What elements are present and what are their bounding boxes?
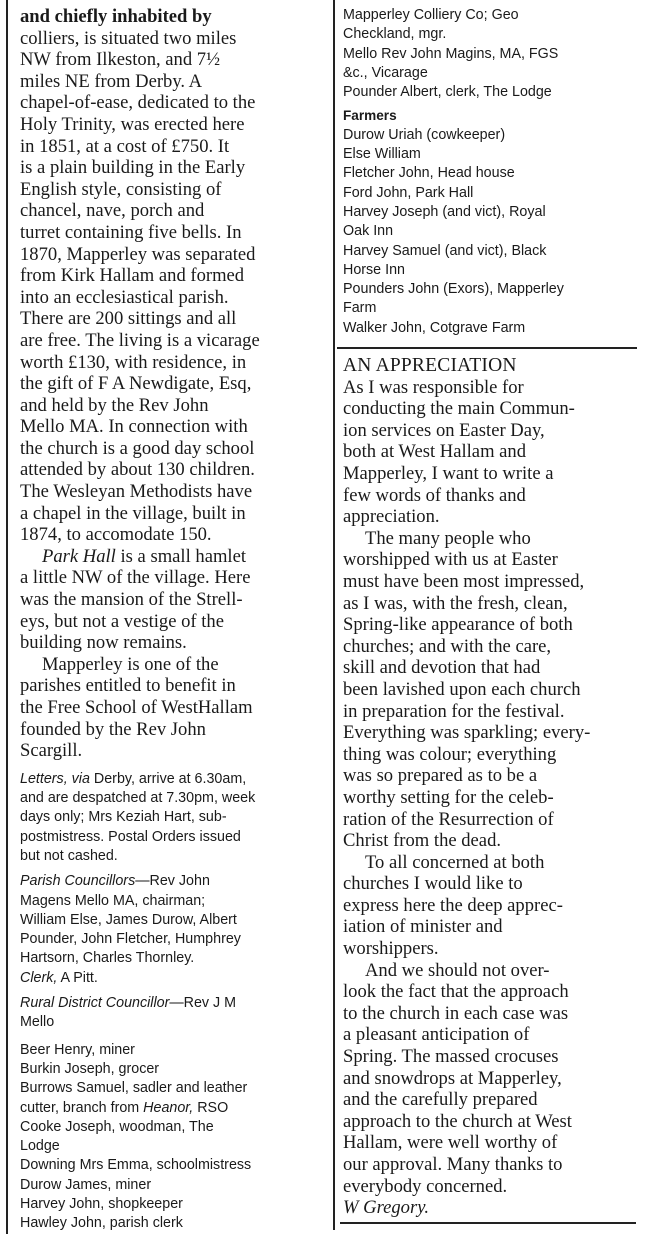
- councillors-line: Pounder, John Fletcher, Humphrey: [20, 931, 241, 948]
- history-line: 1870, Mapperley was separated: [20, 243, 256, 265]
- history-line: in 1851, at a cost of £750. It: [20, 135, 230, 157]
- appreciation-line: Everything was sparkling; every-: [343, 722, 591, 744]
- letters-rest: Derby, arrive at 6.30am,: [89, 770, 247, 787]
- appreciation-line: was so prepared as to be a: [343, 765, 538, 787]
- appreciation-line: churches; and with the care,: [343, 635, 552, 657]
- appreciation-line: worshipped with us at Easter: [343, 549, 558, 571]
- appreciation-heading: AN APPRECIATION: [343, 355, 517, 377]
- farmer-entry: Harvey Joseph (and vict), Royal: [343, 203, 546, 220]
- appreciation-line: worshippers.: [343, 938, 439, 960]
- clerk-line: [20, 969, 328, 988]
- councillors-rest: —Rev John: [135, 873, 210, 890]
- farmer-entry: Else William: [343, 146, 421, 163]
- appreciation-article: [343, 355, 643, 1219]
- appreciation-line: everybody concerned.: [343, 1175, 508, 1197]
- appreciation-line: thing was colour; everything: [343, 743, 557, 765]
- rural-line: Mello: [20, 1014, 55, 1031]
- letters-line: and are despatched at 7.30pm, week: [20, 790, 256, 807]
- farmer-entry: Harvey Samuel (and vict), Black: [343, 242, 547, 259]
- farmer-entry: Oak Inn: [343, 223, 394, 240]
- village-history: [20, 6, 328, 762]
- history-line: turret containing five bells. In: [20, 221, 242, 243]
- appreciation-line: The many people who: [365, 527, 531, 549]
- directory-top: [343, 6, 643, 102]
- appreciation-line: must have been most impressed,: [343, 570, 585, 592]
- appreciation-line: conducting the main Commun-: [343, 398, 575, 420]
- appreciation-line: Spring. The massed crocuses: [343, 1046, 559, 1068]
- farmer-entry: Ford John, Park Hall: [343, 184, 474, 201]
- farmer-entry: Walker John, Cotgrave Farm: [343, 319, 526, 336]
- appreciation-line: and snowdrops at Mapperley,: [343, 1067, 562, 1089]
- appreciation-line: approach to the church at West: [343, 1110, 572, 1132]
- farmer-entry: Durow Uriah (cowkeeper): [343, 126, 506, 143]
- burrows-heanor: Heanor,: [143, 1099, 194, 1116]
- directory-entry: Checkland, mgr.: [343, 26, 447, 43]
- history-line: miles NE from Derby. A: [20, 70, 203, 92]
- directory-entry: &c., Vicarage: [343, 64, 428, 81]
- history-line: colliers, is situated two miles: [20, 27, 237, 49]
- councillors-label: Parish Councillors: [20, 873, 136, 890]
- letters-line: [20, 770, 328, 789]
- appreciation-line: our approval. Many thanks to: [343, 1154, 563, 1176]
- appreciation-line: express here the deep apprec-: [343, 894, 563, 916]
- appreciation-line: ration of the Resurrection of: [343, 808, 554, 830]
- councillors-line: William Else, James Durow, Albert: [20, 911, 237, 928]
- appreciation-line: As I was responsible for: [343, 376, 524, 398]
- rural-rest: —Rev J M: [169, 995, 237, 1012]
- farmer-entry: Horse Inn: [343, 261, 405, 278]
- directory-entry: Pounder Albert, clerk, The Lodge: [343, 84, 552, 101]
- letters-line: postmistress. Postal Orders issued: [20, 828, 241, 845]
- farmers-heading: Farmers: [343, 108, 397, 124]
- history-line: The Wesleyan Methodists have: [20, 481, 253, 503]
- appreciation-line: been lavished upon each church: [343, 678, 581, 700]
- park-hall-line: was the mansion of the Strell-: [20, 589, 243, 611]
- rural-label: Rural District Councillor: [20, 995, 170, 1012]
- letters-line: days only; Mrs Keziah Hart, sub-: [20, 809, 227, 826]
- resident-entry: Hawley John, parish clerk: [20, 1215, 183, 1232]
- park-hall-line: a little NW of the village. Here: [20, 567, 251, 589]
- park-hall-line: [20, 546, 328, 568]
- park-hall-line: building now remains.: [20, 632, 187, 654]
- history-line: into an ecclesiastical parish.: [20, 286, 229, 308]
- resident-entry: Burkin Joseph, grocer: [20, 1060, 160, 1077]
- appreciation-line: a pleasant anticipation of: [343, 1024, 530, 1046]
- history-line: Holy Trinity, was erected here: [20, 113, 245, 135]
- appreciation-line: Christ from the dead.: [343, 830, 502, 852]
- councillors-line: [20, 872, 328, 891]
- farmers-section: [343, 106, 643, 338]
- appreciation-line: worthy setting for the celeb-: [343, 786, 554, 808]
- left-margin-rule: [6, 0, 8, 1234]
- resident-entry: Burrows Samuel, sadler and leather: [20, 1080, 248, 1097]
- history-line: Mello MA. In connection with: [20, 416, 248, 438]
- school-line: the Free School of WestHallam: [20, 697, 253, 718]
- appreciation-line: churches I would like to: [343, 873, 523, 895]
- appreciation-line: as I was, with the fresh, clean,: [343, 592, 568, 614]
- burrows-c: RSO: [193, 1099, 229, 1116]
- history-line: chancel, nave, porch and: [20, 200, 205, 222]
- resident-entry: Lodge: [20, 1138, 60, 1155]
- history-line: from Kirk Hallam and formed: [20, 265, 245, 287]
- appreciation-line: look the fact that the approach: [343, 981, 569, 1003]
- appreciation-line: Mapperley, I want to write a: [343, 463, 554, 485]
- appreciation-line: Spring-like appearance of both: [343, 614, 573, 636]
- history-line: and held by the Rev John: [20, 394, 209, 416]
- directory-entry: Mapperley Colliery Co; Geo: [343, 7, 519, 23]
- signature: W Gregory.: [343, 1197, 430, 1219]
- section-divider: [337, 347, 637, 349]
- appreciation-line: And we should not over-: [365, 959, 550, 981]
- resident-entry: Cooke Joseph, woodman, The: [20, 1118, 214, 1135]
- appreciation-line: ion services on Easter Day,: [343, 419, 545, 441]
- clerk-label: Clerk,: [20, 969, 58, 986]
- appreciation-line: To all concerned at both: [365, 851, 545, 873]
- resident-entry: Downing Mrs Emma, schoolmistress: [20, 1157, 252, 1174]
- farmer-entry: Farm: [343, 300, 377, 317]
- resident-entry: Beer Henry, miner: [20, 1041, 135, 1058]
- history-line: chapel-of-ease, dedicated to the: [20, 92, 256, 114]
- appreciation-line: to the church in each case was: [343, 1002, 569, 1024]
- appreciation-line: Hallam, were well worthy of: [343, 1132, 558, 1154]
- letters-section: [20, 770, 328, 866]
- left-column: [20, 6, 328, 1234]
- school-line: founded by the Rev John: [20, 718, 206, 740]
- rural-councillor-section: [20, 994, 328, 1033]
- history-line: attended by about 130 children.: [20, 459, 255, 481]
- letters-via: via: [67, 770, 90, 787]
- history-line: the church is a good day school: [20, 437, 255, 459]
- letters-line: but not cashed.: [20, 847, 118, 864]
- history-line: There are 200 sittings and all: [20, 308, 237, 330]
- right-column: [343, 6, 643, 1219]
- appreciation-line: and the carefully prepared: [343, 1089, 538, 1111]
- school-line: parishes entitled to benefit in: [20, 675, 236, 697]
- farmer-entry: Pounders John (Exors), Mapperley: [343, 281, 564, 298]
- history-line: NW from Ilkeston, and 7½: [20, 49, 221, 71]
- school-line: Scargill.: [20, 740, 83, 762]
- column-divider-rule: [333, 0, 335, 1230]
- history-line: are free. The living is a vicarage: [20, 329, 260, 351]
- appreciation-line: appreciation.: [343, 506, 440, 528]
- councillors-line: Magens Mello MA, chairman;: [20, 892, 206, 909]
- directory-entry: Mello Rev John Magins, MA, FGS: [343, 45, 559, 62]
- councillors-line: Hartsorn, Charles Thornley.: [20, 950, 195, 967]
- park-hall-line: eys, but not a vestige of the: [20, 610, 224, 632]
- residents-list: [20, 1041, 328, 1234]
- resident-entry: [20, 1099, 328, 1118]
- farmer-entry: Fletcher John, Head house: [343, 165, 515, 182]
- clerk-name: A Pitt.: [57, 969, 98, 986]
- park-hall-rest: is a small hamlet: [115, 545, 246, 567]
- history-line: a chapel in the village, built in: [20, 502, 246, 524]
- school-line: Mapperley is one of the: [42, 653, 219, 675]
- history-line: is a plain building in the Early: [20, 157, 246, 179]
- history-line: worth £130, with residence, in: [20, 351, 247, 373]
- appreciation-line: both at West Hallam and: [343, 441, 527, 463]
- history-line: and chiefly inhabited by: [20, 6, 212, 27]
- resident-entry: Harvey John, shopkeeper: [20, 1196, 183, 1213]
- history-line: 1874, to accomodate 150.: [20, 524, 212, 546]
- appreciation-line: iation of minister and: [343, 916, 503, 938]
- appreciation-line: few words of thanks and: [343, 484, 526, 506]
- history-line: English style, consisting of: [20, 178, 222, 200]
- rural-line: [20, 994, 328, 1013]
- burrows-a: cutter, branch from: [20, 1099, 144, 1116]
- park-hall-name: Park Hall: [42, 545, 116, 567]
- bottom-rule: [340, 1222, 636, 1224]
- resident-entry: Durow James, miner: [20, 1176, 152, 1193]
- appreciation-line: skill and devotion that had: [343, 657, 541, 679]
- history-line: the gift of F A Newdigate, Esq,: [20, 373, 252, 395]
- councillors-section: [20, 872, 328, 988]
- appreciation-line: in preparation for the festival.: [343, 700, 565, 722]
- letters-label: Letters,: [20, 770, 68, 787]
